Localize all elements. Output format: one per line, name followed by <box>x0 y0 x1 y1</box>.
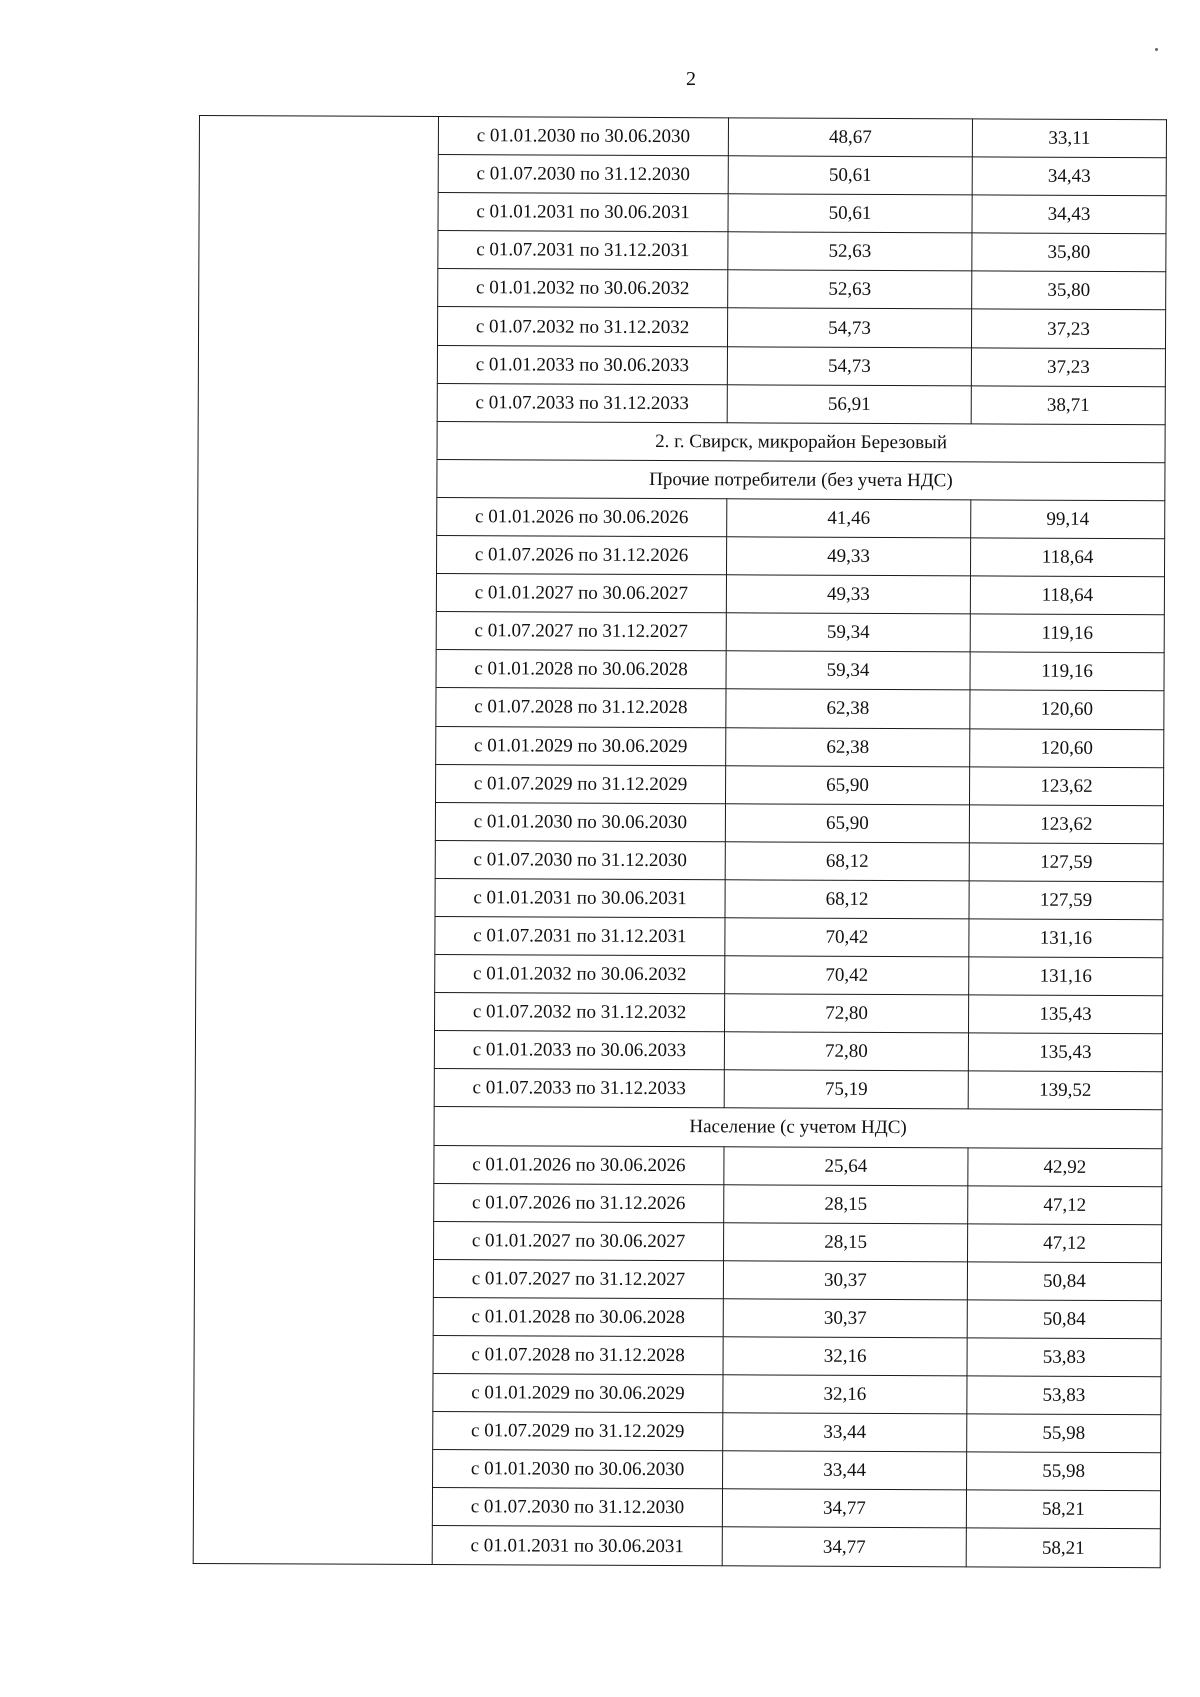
period-cell: с 01.01.2032 по 30.06.2032 <box>435 955 725 994</box>
value-cell-1: 28,15 <box>724 1223 968 1262</box>
value-cell-2: 33,11 <box>972 119 1166 158</box>
value-cell-1: 48,67 <box>728 118 972 157</box>
value-cell-2: 47,12 <box>968 1185 1162 1224</box>
value-cell-2: 127,59 <box>969 881 1163 920</box>
value-cell-1: 49,33 <box>726 575 970 614</box>
empty-first-column-cell <box>193 116 438 1565</box>
value-cell-1: 62,38 <box>726 689 970 728</box>
value-cell-2: 99,14 <box>971 500 1165 539</box>
period-cell: с 01.01.2033 по 30.06.2033 <box>437 345 727 384</box>
value-cell-1: 50,61 <box>728 194 972 233</box>
value-cell-2: 47,12 <box>968 1224 1162 1263</box>
value-cell-2: 35,80 <box>972 271 1166 310</box>
period-cell: с 01.01.2030 по 30.06.2030 <box>435 802 725 841</box>
period-cell: с 01.01.2032 по 30.06.2032 <box>438 269 728 308</box>
value-cell-2: 118,64 <box>970 538 1164 577</box>
period-cell: с 01.01.2031 по 30.06.2031 <box>435 878 725 917</box>
value-cell-2: 50,84 <box>967 1262 1161 1301</box>
value-cell-2: 131,16 <box>969 919 1163 958</box>
value-cell-2: 34,43 <box>972 195 1166 234</box>
value-cell-1: 49,33 <box>726 537 970 576</box>
period-cell: с 01.01.2030 по 30.06.2030 <box>438 117 728 156</box>
period-cell: с 01.07.2028 по 31.12.2028 <box>433 1336 723 1375</box>
period-cell: с 01.01.2028 по 30.06.2028 <box>436 650 726 689</box>
value-cell-2: 53,83 <box>967 1376 1161 1415</box>
value-cell-1: 34,77 <box>722 1489 966 1528</box>
period-cell: с 01.07.2032 по 31.12.2032 <box>437 307 727 346</box>
value-cell-2: 123,62 <box>969 766 1163 805</box>
value-cell-1: 56,91 <box>727 384 971 423</box>
value-cell-2: 131,16 <box>969 957 1163 996</box>
value-cell-2: 119,16 <box>970 652 1164 691</box>
value-cell-1: 30,37 <box>723 1261 967 1300</box>
value-cell-2: 135,43 <box>969 995 1163 1034</box>
value-cell-2: 37,23 <box>971 347 1165 386</box>
period-cell: с 01.07.2031 по 31.12.2031 <box>435 917 725 956</box>
period-cell: с 01.01.2030 по 30.06.2030 <box>433 1450 723 1489</box>
value-cell-1: 70,42 <box>725 918 969 957</box>
value-cell-1: 68,12 <box>725 842 969 881</box>
period-cell: с 01.01.2029 по 30.06.2029 <box>436 726 726 765</box>
period-cell: с 01.01.2033 по 30.06.2033 <box>434 1031 724 1070</box>
value-cell-1: 65,90 <box>725 803 969 842</box>
period-cell: с 01.07.2031 по 31.12.2031 <box>438 231 728 270</box>
value-cell-2: 120,60 <box>970 690 1164 729</box>
section-heading: Прочие потребители (без учета НДС) <box>437 459 1165 500</box>
value-cell-1: 25,64 <box>724 1146 968 1185</box>
value-cell-1: 70,42 <box>725 956 969 995</box>
scan-speck <box>1155 48 1158 51</box>
period-cell: с 01.07.2026 по 31.12.2026 <box>434 1183 724 1222</box>
value-cell-2: 38,71 <box>971 386 1165 425</box>
period-cell: с 01.07.2027 по 31.12.2027 <box>436 612 726 651</box>
value-cell-1: 72,80 <box>725 994 969 1033</box>
value-cell-2: 42,92 <box>968 1147 1162 1186</box>
period-cell: с 01.07.2028 по 31.12.2028 <box>436 688 726 727</box>
period-cell: с 01.07.2033 по 31.12.2033 <box>437 383 727 422</box>
period-cell: с 01.07.2030 по 31.12.2030 <box>432 1488 722 1527</box>
section-heading: Население (с учетом НДС) <box>434 1107 1162 1148</box>
period-cell: с 01.07.2030 по 31.12.2030 <box>435 840 725 879</box>
value-cell-2: 120,60 <box>970 728 1164 767</box>
value-cell-2: 50,84 <box>967 1300 1161 1339</box>
value-cell-1: 52,63 <box>728 270 972 309</box>
value-cell-2: 55,98 <box>967 1414 1161 1453</box>
value-cell-1: 34,77 <box>722 1527 966 1566</box>
value-cell-2: 118,64 <box>970 576 1164 615</box>
period-cell: с 01.01.2029 по 30.06.2029 <box>433 1374 723 1413</box>
value-cell-2: 53,83 <box>967 1338 1161 1377</box>
value-cell-2: 139,52 <box>968 1071 1162 1110</box>
value-cell-1: 52,63 <box>728 232 972 271</box>
period-cell: с 01.07.2029 по 31.12.2029 <box>433 1412 723 1451</box>
period-cell: с 01.07.2026 по 31.12.2026 <box>437 536 727 575</box>
page-number: 2 <box>686 68 696 90</box>
period-cell: с 01.01.2031 по 30.06.2031 <box>432 1526 722 1565</box>
tariff-table <box>193 115 1167 1568</box>
value-cell-1: 32,16 <box>723 1375 967 1414</box>
value-cell-1: 65,90 <box>726 765 970 804</box>
period-cell: с 01.07.2029 по 31.12.2029 <box>436 764 726 803</box>
tariff-table-body <box>193 116 1166 1568</box>
value-cell-1: 33,44 <box>723 1413 967 1452</box>
value-cell-1: 59,34 <box>726 613 970 652</box>
value-cell-1: 62,38 <box>726 727 970 766</box>
period-cell: с 01.07.2030 по 31.12.2030 <box>438 155 728 194</box>
value-cell-2: 123,62 <box>969 805 1163 844</box>
value-cell-2: 58,21 <box>966 1490 1160 1529</box>
period-cell: с 01.01.2026 по 30.06.2026 <box>437 497 727 536</box>
value-cell-2: 37,23 <box>971 309 1165 348</box>
period-cell: с 01.07.2033 по 31.12.2033 <box>434 1069 724 1108</box>
value-cell-1: 30,37 <box>723 1299 967 1338</box>
value-cell-2: 34,43 <box>972 157 1166 196</box>
value-cell-1: 41,46 <box>727 499 971 538</box>
value-cell-2: 58,21 <box>966 1528 1160 1567</box>
period-cell: с 01.01.2026 по 30.06.2026 <box>434 1145 724 1184</box>
value-cell-2: 55,98 <box>967 1452 1161 1491</box>
value-cell-2: 127,59 <box>969 843 1163 882</box>
period-cell: с 01.01.2027 по 30.06.2027 <box>434 1221 724 1260</box>
period-cell: с 01.01.2027 по 30.06.2027 <box>436 574 726 613</box>
period-cell: с 01.01.2028 по 30.06.2028 <box>433 1297 723 1336</box>
value-cell-1: 54,73 <box>727 346 971 385</box>
period-cell: с 01.07.2032 по 31.12.2032 <box>435 993 725 1032</box>
value-cell-1: 32,16 <box>723 1337 967 1376</box>
table-row <box>199 116 1166 158</box>
value-cell-1: 68,12 <box>725 880 969 919</box>
value-cell-1: 33,44 <box>723 1451 967 1490</box>
section-heading: 2. г. Свирск, микрорайон Березовый <box>437 421 1165 462</box>
value-cell-2: 119,16 <box>970 614 1164 653</box>
value-cell-1: 72,80 <box>724 1032 968 1071</box>
value-cell-1: 75,19 <box>724 1070 968 1109</box>
value-cell-2: 35,80 <box>972 233 1166 272</box>
value-cell-1: 28,15 <box>724 1184 968 1223</box>
period-cell: с 01.07.2027 по 31.12.2027 <box>433 1259 723 1298</box>
value-cell-1: 59,34 <box>726 651 970 690</box>
value-cell-1: 50,61 <box>728 156 972 195</box>
period-cell: с 01.01.2031 по 30.06.2031 <box>438 193 728 232</box>
value-cell-1: 54,73 <box>727 308 971 347</box>
value-cell-2: 135,43 <box>968 1033 1162 1072</box>
